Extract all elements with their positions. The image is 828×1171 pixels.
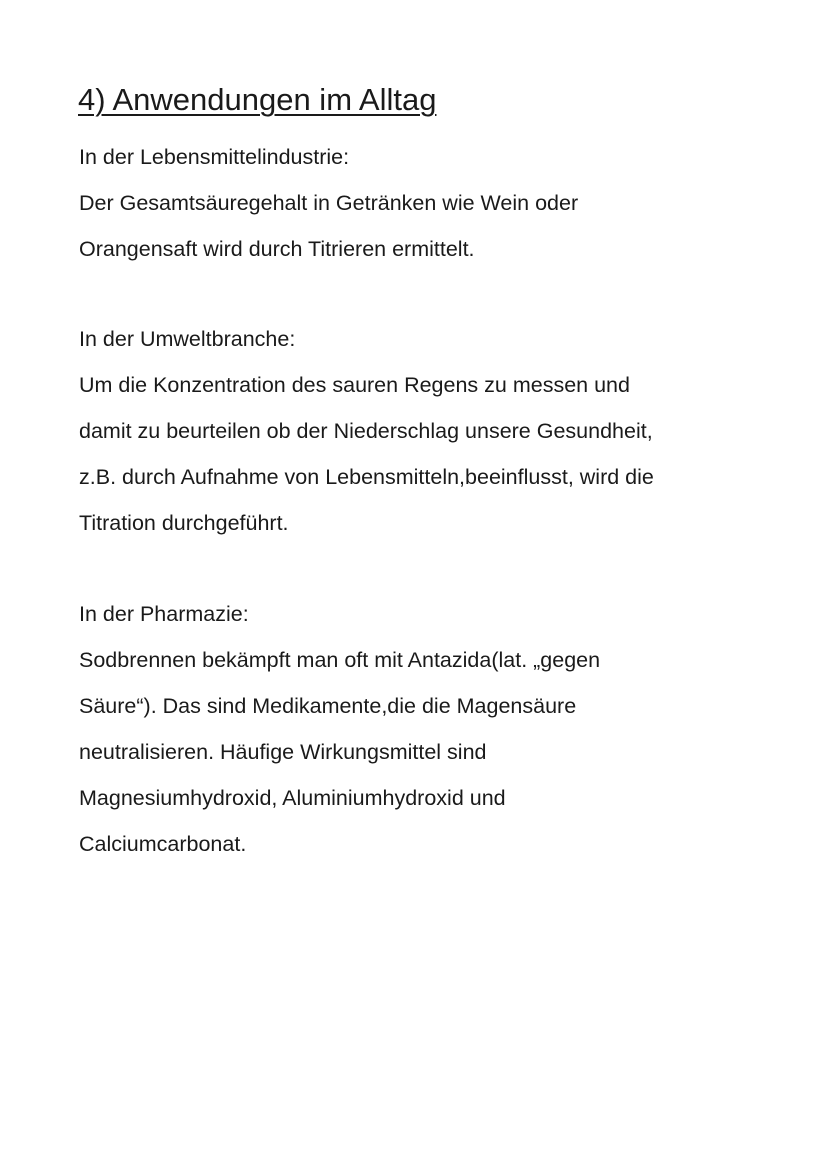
paragraph-line: Sodbrennen bekämpft man oft mit Antazida(lat. „gegen bbox=[79, 648, 601, 672]
section-environment bbox=[79, 316, 799, 546]
page-title: 4) Anwendungen im Alltag bbox=[78, 82, 437, 117]
paragraph-line: Um die Konzentration des sauren Regens zu messen und bbox=[79, 373, 630, 397]
paragraph-line: neutralisieren. Häufige Wirkungsmittel sind bbox=[79, 740, 487, 764]
section-food-industry bbox=[79, 134, 799, 272]
paragraph-line: Magnesiumhydroxid, Aluminiumhydroxid und bbox=[79, 786, 506, 810]
paragraph-line: damit zu beurteilen ob der Niederschlag unsere Gesundheit, bbox=[79, 419, 653, 443]
paragraph-line: Orangensaft wird durch Titrieren ermittelt. bbox=[79, 237, 475, 261]
paragraph-line: Titration durchgeführt. bbox=[79, 511, 289, 535]
section-heading: In der Lebensmittelindustrie: bbox=[79, 145, 350, 169]
section-heading: In der Umweltbranche: bbox=[79, 327, 296, 351]
paragraph-line: Säure“). Das sind Medikamente,die die Magensäure bbox=[79, 694, 577, 718]
section-heading: In der Pharmazie: bbox=[79, 602, 249, 626]
section-pharmacy bbox=[79, 591, 799, 867]
paragraph-line: Calciumcarbonat. bbox=[79, 832, 247, 856]
paragraph-line: Der Gesamtsäuregehalt in Getränken wie Wein oder bbox=[79, 191, 579, 215]
paragraph-line: z.B. durch Aufnahme von Lebensmitteln,beeinflusst, wird die bbox=[79, 465, 654, 489]
